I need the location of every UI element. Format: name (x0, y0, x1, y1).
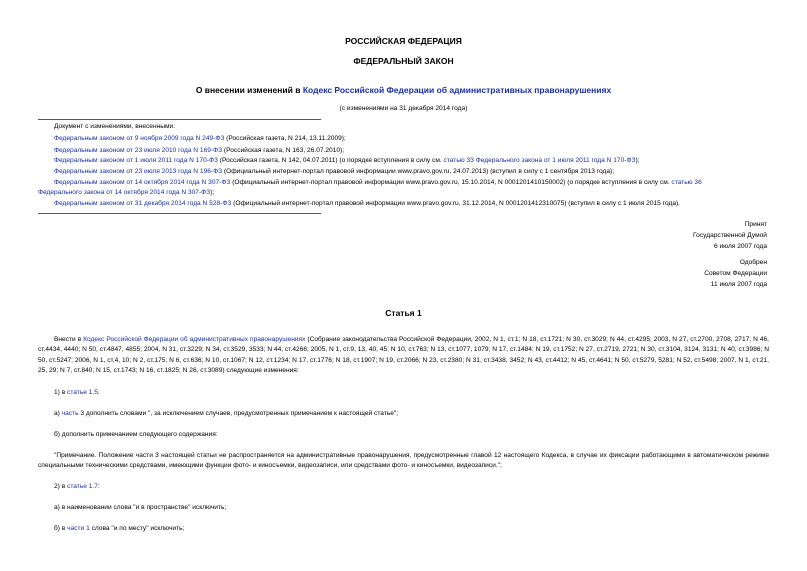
change-item-text: (Официальный интернет-портал правовой информации www.pravo.gov.ru, 31.12.2014, N 0001201412310075) (вступил в силу с 1 июля 2015 года). (231, 200, 681, 207)
country-heading: РОССИЙСКАЯ ФЕДЕРАЦИЯ (345, 36, 462, 46)
note-paragraph: "Примечание. Положение части 3 настоящей статьи не распространяется на административные правонарушения, предусмотренные главой 12 настоящего Кодекса, в случае их фиксации работающими в автоматическом режиме специальными техническими средствами, имеющими функции фото- и киносъемки, видеозаписи, или средствами фото- и киносъемки, видеозаписи."; (38, 452, 769, 470)
article-item (54, 482, 100, 492)
article-item (54, 388, 100, 398)
adopted-date: 6 июля 2007 года (713, 243, 767, 250)
change-law-link[interactable]: Федеральным законом от 31 декабря 2014 года N 528-ФЗ (54, 200, 232, 207)
law-subtitle: (с изменениями на 31 декабря 2014 года) (339, 105, 468, 112)
paragraph-text: 1) в (54, 389, 68, 396)
change-item-text: (Официальный интернет-портал правовой информации www.pravo.gov.ru, 15.10.2014, N 0001201410150002) (о порядке вступления в силу см. (230, 179, 672, 186)
paragraph-text: (Собрание законодательства Российской Федерации, 2002, N 1, ст.1; N 18, ст.1721; N 30, ст.3029; N 44, ст.4295; 2003, N 27, ст.2700, 2708, 2717; N 46, ст.4434, 4440; N 50, ст.4847, 4855; 2004, N 31, ст.3229; N 34, ст.3529, 3533; N 44, ст.4266; 2005, N 1, ст.9, 13, 40, 45; N 10, ст.763; N 13, ст.1077, 1079; N 17, ст.1484; N 19, ст.1752; N 27, ст.2719, 2721; N 30, ст.3104, 3124, 3131; N 40, ст.3986; N 50, ст.5247; 2006, N 1, ст.4, 10; N 2, ст.175; N 6, ст.636; N 10, ст.1067; N 12, ст.1234; N 17, ст.1776; N 18, ст.1907; N 19, ст.2066; N 23, ст.2380; N 31, ст.3438, 3452; N 43, ст.4412; N 45, ст.4641; N 50, ст.5279, 5281; N 52, ст.5498; 2007, N 1, ст.21, 25, 29; N 7, ст.840; N 15, ст.1743; N 16, ст.1825; N 26, ст.3089) следующие изменения: (38, 336, 770, 374)
article-subitem (54, 409, 398, 419)
change-item-text-end: ); (635, 157, 640, 164)
article-paragraph (38, 335, 769, 376)
law-type-heading: ФЕДЕРАЛЬНЫЙ ЗАКОН (353, 56, 454, 66)
change-article-link[interactable]: статью 33 Федерального закона от 1 июля 2011 года N 170-ФЗ (443, 157, 636, 164)
change-item (54, 198, 680, 210)
law-title-link[interactable]: Кодекс Российской Федерации об административных правонарушениях (302, 85, 612, 95)
change-law-link[interactable]: Федеральным законом от 1 июля 2011 года N 170-ФЗ (54, 157, 218, 164)
change-law-link[interactable]: Федеральным законом от 14 октября 2014 года N 307-ФЗ (54, 179, 231, 186)
paragraph-text: : (97, 389, 100, 396)
change-item-text: (Российская газета, N 142, 04.07.2011) (о порядке вступления в силу см. (217, 157, 444, 164)
law-title-prefix: О внесении изменений в (195, 85, 303, 95)
divider-top (38, 119, 321, 120)
approved-label: Одобрен (739, 259, 767, 266)
paragraph-text: Внести в (54, 336, 84, 343)
paragraph-text: слова "и по месту" исключить; (89, 525, 185, 532)
part-link[interactable]: часть (61, 410, 79, 417)
divider-bottom (38, 213, 321, 214)
change-item-text: (Российская газета, N 163, 26.07.2010); (222, 147, 345, 154)
change-item (54, 133, 346, 145)
paragraph-text: б) в (54, 525, 68, 532)
paragraph-text: 2) в (54, 483, 68, 490)
approved-body: Советом Федерации (704, 270, 767, 277)
adopted-label: Принят (744, 221, 767, 228)
approved-date: 11 июля 2007 года (710, 281, 767, 288)
part-link[interactable]: части 1 (67, 525, 90, 532)
change-law-link[interactable]: Федерального закона от 14 октября 2014 года N 307-ФЗ (38, 189, 211, 196)
law-title (0, 85, 807, 95)
article-link[interactable]: статье 1.5 (67, 389, 98, 396)
code-link[interactable]: Кодекс Российской Федерации об административных правонарушениях (83, 336, 306, 343)
change-item-text: (Российская газета, N 214, 13.11.2009); (224, 135, 346, 142)
paragraph-text: 3 дополнить словами ", за исключением случаев, предусмотренных примечанием к настоящей статье"; (78, 410, 399, 417)
change-item-text: (Официальный интернет-портал правовой информации www.pravo.gov.ru, 24.07.2013) (вступил в силу с 1 сентября 2013 года); (222, 168, 615, 175)
article-subitem: а) в наименовании слова "и в пространстве" исключить; (54, 504, 227, 511)
adoption-council (704, 257, 767, 290)
article-subitem (54, 524, 184, 534)
paragraph-text: а) (54, 410, 62, 417)
paragraph-text: : (97, 483, 100, 490)
change-law-link[interactable]: Федеральным законом от 9 ноября 2009 года N 249-ФЗ (54, 135, 225, 142)
article-link[interactable]: статье 1.7 (67, 483, 98, 490)
changes-intro: Документ с изменениями, внесенными: (54, 123, 176, 130)
change-item-text: ); (210, 189, 215, 196)
article-subitem: б) дополнить примечанием следующего содержания: (54, 431, 218, 438)
adoption-duma (693, 219, 767, 252)
adopted-body: Государственной Думой (693, 232, 767, 239)
article-title: Статья 1 (385, 308, 422, 318)
change-law-link[interactable]: Федеральным законом от 23 июля 2010 года N 169-ФЗ (54, 147, 223, 154)
change-article-link[interactable]: статью 36 (671, 179, 702, 186)
change-law-link[interactable]: Федеральным законом от 23 июля 2013 года N 196-ФЗ (54, 168, 223, 175)
